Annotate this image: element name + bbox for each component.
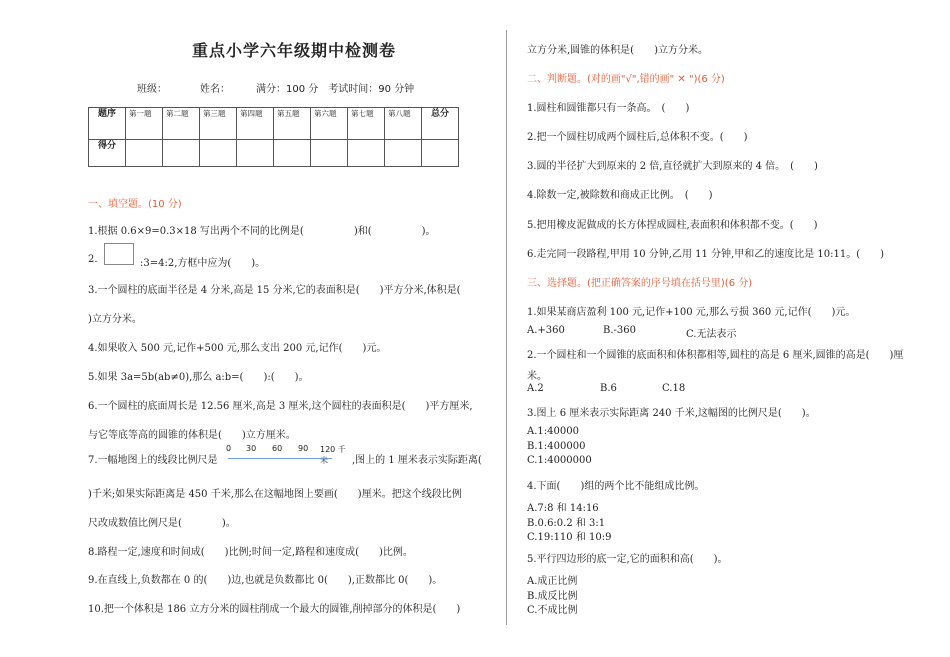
scale-tick: 90 [298, 444, 309, 453]
score-info: 满分：100 分 考试时间：90 分钟 [256, 84, 415, 95]
scale-tick: 30 [246, 444, 257, 453]
judge-item: 3.圆的半径扩大到原来的 2 倍,直径就扩大到原来的 4 倍。 ( ) [527, 161, 818, 172]
scale-bar [226, 444, 352, 465]
question-1-3-cont: )立方分米。 [88, 314, 142, 325]
score-cell[interactable] [311, 140, 348, 167]
score-cell[interactable] [237, 140, 274, 167]
answer-box[interactable] [104, 243, 134, 265]
section1-title: 一、填空题。(10 分) [88, 199, 182, 210]
scale-tick: 120 千米 [320, 445, 346, 465]
class-label: 班级： [137, 84, 167, 95]
choice-question-3: 3.图上 6 厘米表示实际距离 240 千米,这幅图的比例尺是( )。 [527, 408, 816, 419]
score-cell[interactable] [274, 140, 311, 167]
column-header: 第二题 [163, 108, 200, 140]
question-1-2: :3=4:2,方框中应为( )。 [140, 258, 266, 269]
choice-option: C.18 [662, 383, 686, 394]
score-table [88, 107, 459, 167]
total-label: 总分 [422, 108, 459, 140]
choice-option: B.1:400000 [527, 441, 586, 452]
page-title: 重点小学六年级期中检测卷 [192, 41, 397, 60]
choice-option: A.成正比例 [527, 576, 578, 587]
choice-option: B.6 [600, 383, 617, 394]
scale-tick: 60 [272, 444, 283, 453]
choice-option: C.1:4000000 [527, 455, 592, 466]
question-1-6-cont: 与它等底等高的圆锥的体积是( )立方厘米。 [88, 430, 296, 441]
question-1-9: 9.在直线上,负数都在 0 的( )边,也就是负数都比 0( ),正数都比 0( )。 [88, 575, 443, 586]
question-1-7-cont2: 尺改成数值比例尺是( )。 [88, 518, 236, 529]
choice-option: A.7:8 和 14:16 [527, 503, 599, 514]
column-divider [506, 30, 507, 625]
column-header: 第六题 [311, 108, 348, 140]
column-header: 第三题 [200, 108, 237, 140]
question-1-10-cont: 立方分米,圆锥的体积是( )立方分米。 [527, 45, 708, 56]
column-header: 第七题 [348, 108, 385, 140]
score-cell[interactable] [126, 140, 163, 167]
choice-option: A.1:40000 [527, 426, 579, 437]
choice-question-1: 1.如果某商店盈利 100 元,记作+100 元,那么亏损 360 元,记作( )元。 [527, 307, 856, 318]
section3-title: 三、选择题。(把正确答案的序号填在括号里)(6 分) [527, 278, 753, 289]
choice-option: B.0.6:0.2 和 3:1 [527, 518, 606, 529]
judge-item: 6.走完同一段路程,甲用 10 分钟,乙用 11 分钟,甲和乙的速度比是 10:11。( ) [527, 249, 885, 260]
choice-option: C.19:110 和 10:9 [527, 532, 612, 543]
column-header: 第四题 [237, 108, 274, 140]
question-1-6: 6.一个圆柱的底面周长是 12.56 厘米,高是 3 厘米,这个圆柱的表面积是( )平方厘米, [88, 401, 473, 412]
choice-option: C.不成比例 [527, 605, 578, 616]
score-cell[interactable] [422, 140, 459, 167]
judge-item: 4.除数一定,被除数和商成正比例。 ( ) [527, 190, 713, 201]
question-1-3: 3.一个圆柱的底面半径是 4 分米,高是 15 分米,它的表面积是( )平方分米,体积是( [88, 285, 461, 296]
score-cell[interactable] [163, 140, 200, 167]
score-label: 得分 [89, 140, 126, 167]
question-1-5: 5.如果 3a=5b(ab≠0),那么 a:b=( ):( )。 [88, 372, 309, 383]
question-1-7-post: ,图上的 1 厘米表示实际距离( [352, 455, 482, 466]
row-label: 题序 [89, 108, 126, 140]
column-header: 第一题 [126, 108, 163, 140]
choice-question-2-cont: 米。 [527, 371, 547, 382]
choice-option: C.无法表示 [686, 329, 737, 340]
judge-item: 5.把用橡皮泥做成的长方体捏成圆柱,表面积和体积都不变。( ) [527, 220, 818, 231]
question-1-2-number: 2. [88, 254, 98, 265]
choice-question-5: 5.平行四边形的底一定,它的面积和高( )。 [527, 554, 728, 565]
judge-item: 1.圆柱和圆锥都只有一条高。 ( ) [527, 103, 690, 114]
choice-option: B.成反比例 [527, 591, 578, 602]
score-cell[interactable] [200, 140, 237, 167]
column-header: 第八题 [385, 108, 422, 140]
question-1-8: 8.路程一定,速度和时间成( )比例;时间一定,路程和速度成( )比例。 [88, 547, 413, 558]
question-1-10: 10.把一个体积是 186 立方分米的圆柱削成一个最大的圆锥,削掉部分的体积是( ) [88, 604, 461, 615]
choice-option: B.-360 [603, 325, 636, 336]
scale-tick: 0 [226, 444, 232, 453]
section2-title: 二、判断题。(对的画"√",错的画" ✕ ")(6 分) [527, 74, 725, 85]
question-1-7: 7.一幅地图上的线段比例尺是 [88, 455, 218, 466]
choice-question-2: 2.一个圆柱和一个圆锥的底面积和体积都相等,圆柱的高是 6 厘米,圆锥的高是( )厘 [527, 350, 904, 361]
choice-option: A.+360 [527, 325, 565, 336]
name-label: 姓名： [200, 84, 230, 95]
column-header: 第五题 [274, 108, 311, 140]
question-1-1: 1.根据 0.6×9=0.3×18 写出两个不同的比例是( )和( )。 [88, 226, 436, 237]
score-cell[interactable] [385, 140, 422, 167]
choice-question-4: 4.下面( )组的两个比不能组成比例。 [527, 481, 705, 492]
choice-option: A.2 [527, 383, 544, 394]
question-1-7-cont: )千米;如果实际距离是 450 千米,那么在这幅地图上要画( )厘米。把这个线段比例 [88, 489, 462, 500]
judge-item: 2.把一个圆柱切成两个圆柱后,总体积不变。( ) [527, 132, 748, 143]
question-1-4: 4.如果收入 500 元,记作+500 元,那么支出 200 元,记作( )元。 [88, 343, 387, 354]
score-cell[interactable] [348, 140, 385, 167]
scale-line [228, 458, 332, 459]
